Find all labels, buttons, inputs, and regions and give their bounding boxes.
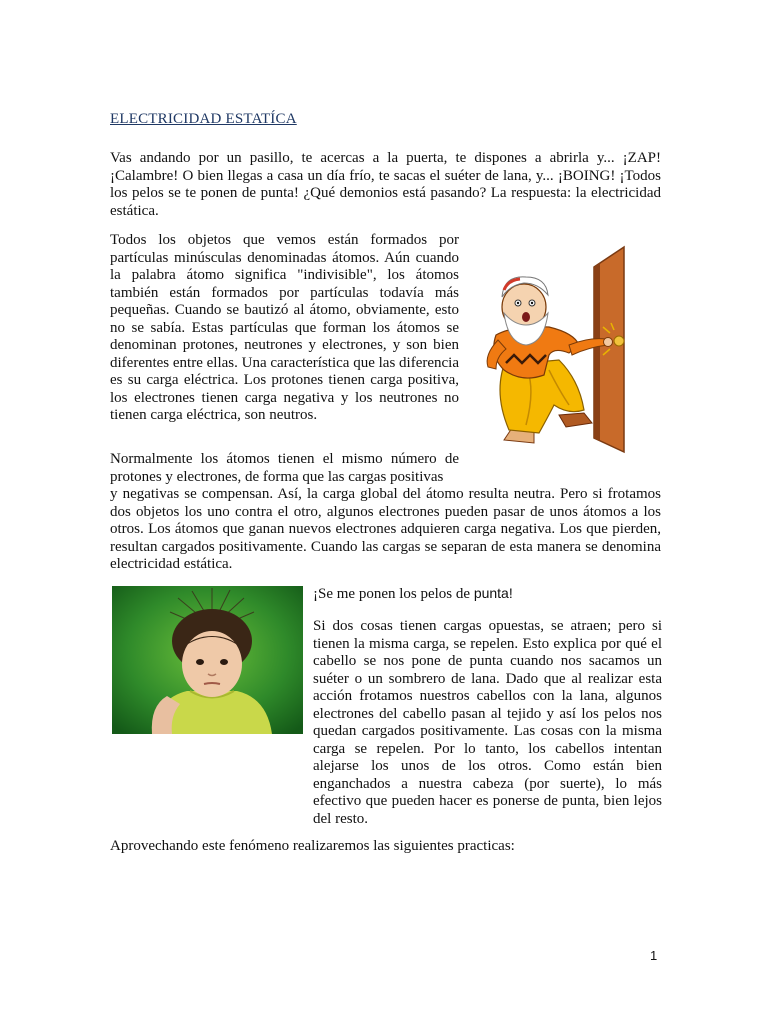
atoms-paragraph: Todos los objetos que vemos están formados por partículas minúsculas denominadas átomos. Aún cuando la palabra átomo significa "indivisible", los átomos también están formados por partículas todavía más pequeñas. Cuando se bautizó al átomo, obviamente, esto no se sabía. Estas partículas que forman los átomos se denominan protones, neutrones y electrones, y son bien diferentes entre ellas. Una característica que las diferencia es su carga eléctrica. Los protones tienen carga positiva, los electrones tienen carga negativa y los neutrones no tienen carga eléctrica, son neutros. — [110, 232, 459, 423]
document-title: ELECTRICIDAD ESTATÍCA — [110, 111, 297, 127]
doorknob-icon — [614, 336, 624, 346]
child-static-hair-photo — [112, 586, 303, 734]
charges-paragraph-start: Normalmente los átomos tienen el mismo número de protones y electrones, de forma que las cargas positivas — [110, 451, 459, 485]
page-number: 1 — [650, 948, 658, 963]
subheading-text: ¡Se me ponen los pelos de — [313, 586, 474, 602]
section-subheading — [313, 585, 513, 603]
subheading-text-end: punta! — [473, 585, 513, 601]
old-man-door-illustration — [474, 245, 649, 455]
hair-paragraph: Si dos cosas tienen cargas opuestas, se atraen; pero si tienen la misma carga, se repelen. Esto explica por qué el cabello se nos pone de punta cuando nos sacamos un suéter o un sombrero de lana. Dado que al realizar esta acción frotamos nuestros cabellos con la lana, algunos electrones del cabello pasan al tejido y así los pelos nos quedan cargados positivamente. Las cosas con la misma carga se repelen. Por lo tanto, los cabellos intentan alejarse los unos de los otros. Como están bien enganchados a nuestra cabeza (por suerte), lo más efectivo que pueden hacer es ponerse de punta, bien lejos del resto. — [313, 618, 662, 827]
charges-paragraph-end: y negativas se compensan. Así, la carga global del átomo resulta neutra. Pero si frotamos dos objetos los uno contra el otro, algunos electrones pueden pasar de unos átomos a los otros. Los átomos que ganan nuevos electrones adquieren carga negativa. Los que pierden, resultan cargados positivamente. Cuando las cargas se separan de esta manera se denomina electricidad estática. — [110, 486, 661, 572]
practices-intro: Aprovechando este fenómeno realizaremos las siguientes practicas: — [110, 838, 515, 854]
intro-paragraph: Vas andando por un pasillo, te acercas a la puerta, te dispones a abrirla y... ¡ZAP! ¡Calambre! O bien llegas a casa un día frío, te sacas el suéter de lana, y... ¡BOING! ¡Todos los pelos se te ponen de punta! ¿Qué demonios está pasando? La respuesta: la electricidad estática. — [110, 150, 661, 219]
